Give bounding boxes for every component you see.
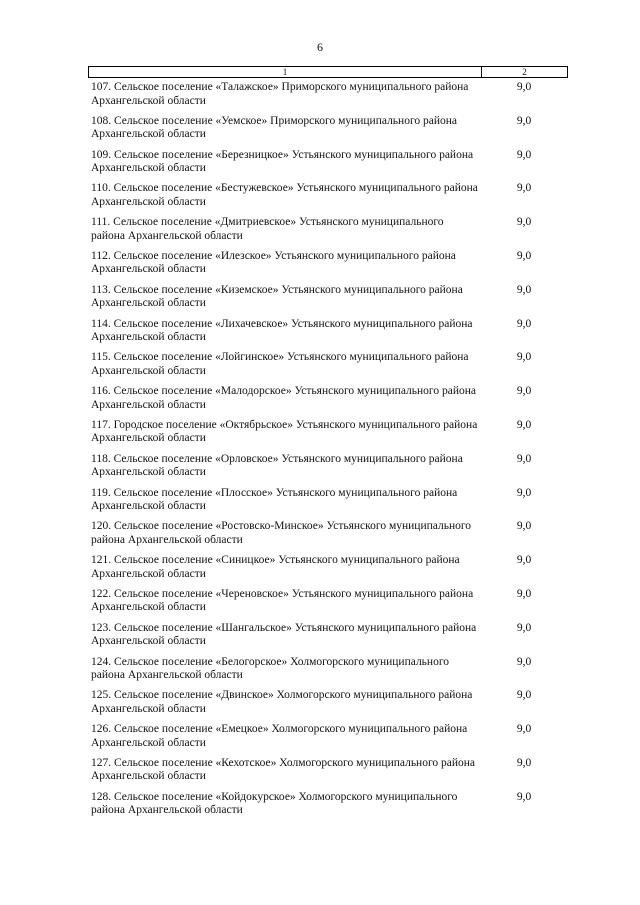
table-row: [88, 686, 568, 720]
settlement-value: 9,0: [516, 723, 532, 736]
column-header-2: 2: [522, 67, 527, 77]
table-row: [88, 720, 568, 754]
settlement-name: 119. Сельское поселение «Плосское» Устьянского муниципального района Архангельской области: [91, 486, 458, 513]
settlement-value: 9,0: [516, 385, 532, 398]
settlement-value: 9,0: [516, 418, 532, 431]
settlement-name: 114. Сельское поселение «Лихачевское» Устьянского муниципального района Архангельской области: [91, 317, 473, 344]
settlement-value: 9,0: [516, 249, 532, 262]
settlement-value: 9,0: [516, 182, 532, 195]
settlement-name: 122. Сельское поселение «Череновское» Устьянского муниципального района Архангельской области: [91, 587, 474, 614]
table-row: [88, 112, 568, 146]
settlement-value: 9,0: [516, 452, 532, 465]
settlement-name: 117. Городское поселение «Октябрьское» Устьянского муниципального района Архангельской области: [91, 418, 478, 445]
settlement-name: 123. Сельское поселение «Шангальское» Устьянского муниципального района Архангельской области: [91, 621, 477, 648]
table-row: [88, 247, 568, 281]
table-row: [88, 788, 568, 822]
table-row: [88, 517, 568, 551]
settlement-value: 9,0: [516, 587, 532, 600]
page-number: 6: [317, 40, 323, 54]
table-row: [88, 382, 568, 416]
table-row: [88, 78, 568, 112]
settlement-value: 9,0: [516, 621, 532, 634]
settlement-name: 121. Сельское поселение «Синицкое» Устьянского муниципального района Архангельской области: [91, 554, 460, 580]
table-row: [88, 619, 568, 653]
settlement-name: 110. Сельское поселение «Бестужевское» Устьянского муниципального района Архангельской области: [91, 182, 478, 208]
settlement-name: 111. Сельское поселение «Дмитриевское» Устьянского муниципального района Архангельской области: [91, 216, 444, 242]
settlement-value: 9,0: [516, 554, 532, 567]
settlement-name: 127. Сельское поселение «Кехотское» Холмогорского муниципального района Архангельской области: [91, 756, 476, 783]
settlement-value: 9,0: [516, 114, 532, 127]
table-row: [88, 551, 568, 585]
settlement-name: 126. Сельское поселение «Емецкое» Холмогорского муниципального района Архангельской области: [91, 723, 468, 749]
table-row: [88, 754, 568, 788]
settlement-name: 128. Сельское поселение «Койдокурское» Холмогорского муниципального района Архангельской области: [91, 790, 458, 817]
settlement-name: 125. Сельское поселение «Двинское» Холмогорского муниципального района Архангельской области: [91, 689, 473, 715]
settlement-name: 118. Сельское поселение «Орловское» Устьянского муниципального района Архангельской области: [91, 452, 463, 479]
settlement-value: 9,0: [516, 655, 532, 668]
settlement-name: 112. Сельское поселение «Илезское» Устьянского муниципального района Архангельской области: [91, 249, 456, 276]
settlement-value: 9,0: [516, 689, 532, 702]
table-row: [88, 315, 568, 349]
settlement-value: 9,0: [516, 486, 532, 499]
settlement-value: 9,0: [516, 520, 532, 533]
settlement-value: 9,0: [516, 756, 532, 769]
table-row: [88, 585, 568, 619]
settlement-name: 120. Сельское поселение «Ростовско-Минское» Устьянского муниципального района Архангельской области: [91, 520, 472, 546]
settlement-value: 9,0: [516, 351, 532, 364]
table-row: [88, 213, 568, 247]
settlement-name: 116. Сельское поселение «Малодорское» Устьянского муниципального района Архангельской области: [91, 385, 476, 411]
settlement-value: 9,0: [516, 283, 532, 296]
table-row: [88, 416, 568, 450]
settlement-name: 107. Сельское поселение «Талажское» Приморского муниципального района Архангельской области: [91, 81, 469, 107]
table-row: [88, 450, 568, 484]
table-row: [88, 179, 568, 213]
table-row: [88, 281, 568, 315]
table-row: [88, 146, 568, 180]
settlement-value: 9,0: [516, 148, 532, 161]
settlement-value: 9,0: [516, 216, 532, 229]
settlement-name: 113. Сельское поселение «Киземское» Устьянского муниципального района Архангельской области: [91, 283, 463, 310]
settlement-value: 9,0: [516, 317, 532, 330]
table-body: [88, 78, 568, 822]
table-header: [88, 66, 568, 78]
settlement-name: 124. Сельское поселение «Белогорское» Холмогорского муниципального района Архангельской области: [91, 655, 450, 682]
settlements-table: [88, 66, 568, 822]
table-row: [88, 348, 568, 382]
settlement-name: 115. Сельское поселение «Лойгинское» Устьянского муниципального района Архангельской области: [91, 351, 469, 377]
table-row: [88, 653, 568, 687]
settlement-value: 9,0: [516, 81, 532, 93]
column-header-1: 1: [89, 67, 482, 77]
table-row: [88, 484, 568, 518]
settlement-value: 9,0: [516, 790, 532, 803]
settlement-name: 108. Сельское поселение «Уемское» Приморского муниципального района Архангельской области: [91, 114, 458, 141]
settlement-name: 109. Сельское поселение «Березницкое» Устьянского муниципального района Архангельской области: [91, 148, 474, 175]
